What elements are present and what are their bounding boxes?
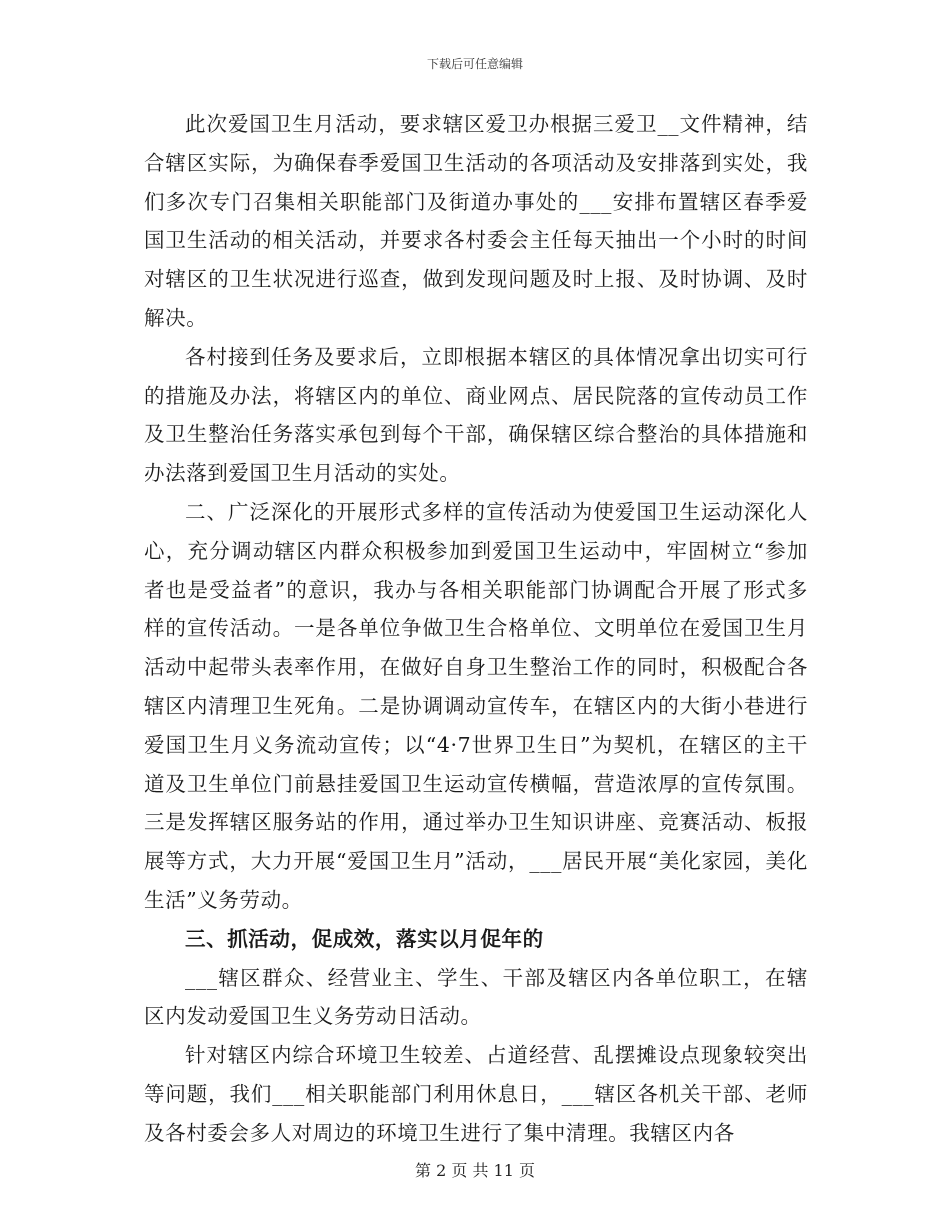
section-heading: 三、抓活动，促成效，落实以月促年的	[185, 926, 544, 951]
page-header: 下载后可任意编辑	[426, 57, 523, 71]
paragraph: 此次爱国卫生月活动，要求辖区爱卫办根据三爱卫__文件精神，结合辖区实际，为确保春季爱国卫生活动的各项活动及安排落到实处，我们多次专门召集相关职能部门及街道办事处的___安排布置辖区春季爱国卫生活动的相关活动，并要求各村委会主任每天抽出一个小时的时间对辖区的卫生状况进行巡查，做到发现问题及时上报、及时协调、及时解决。	[144, 112, 808, 330]
page-footer: 第 2 页 共 11 页	[415, 1161, 535, 1180]
document-body	[144, 105, 808, 1153]
paragraph: 二、广泛深化的开展形式多样的宣传活动为使爱国卫生运动深化人心，充分调动辖区内群众积极参加到爱国卫生运动中，牢固树立“参加者也是受益者”的意识，我办与各相关职能部门协调配合开展了形式多样的宣传活动。一是各单位争做卫生合格单位、文明单位在爱国卫生月活动中起带头表率作用，在做好自身卫生整治工作的同时，积极配合各辖区内清理卫生死角。二是协调调动宣传车，在辖区内的大街小巷进行爱国卫生月义务流动宣传；以“4·7世界卫生日”为契机，在辖区的主干道及卫生单位门前悬挂爱国卫生运动宣传横幅，营造浓厚的宣传氛围。三是发挥辖区服务站的作用，通过举办卫生知识讲座、竞赛活动、板报展等方式，大力开展“爱国卫生月”活动，___居民开展“美化家园，美化生活”义务劳动。	[144, 499, 808, 912]
paragraph: 各村接到任务及要求后，立即根据本辖区的具体情况拿出切实可行的措施及办法，将辖区内的单位、商业网点、居民院落的宣传动员工作及卫生整治任务落实承包到每个干部，确保辖区综合整治的具体措施和办法落到爱国卫生月活动的实处。	[144, 344, 808, 486]
paragraph: 针对辖区内综合环境卫生较差、占道经营、乱摆摊设点现象较突出等问题，我们___相关职能部门利用休息日，___辖区各机关干部、老师及各村委会多人对周边的环境卫生进行了集中清理。我辖区内各	[144, 1043, 808, 1145]
paragraph: ___辖区群众、经营业主、学生、干部及辖区内各单位职工，在辖区内发动爱国卫生义务劳动日活动。	[144, 965, 808, 1029]
